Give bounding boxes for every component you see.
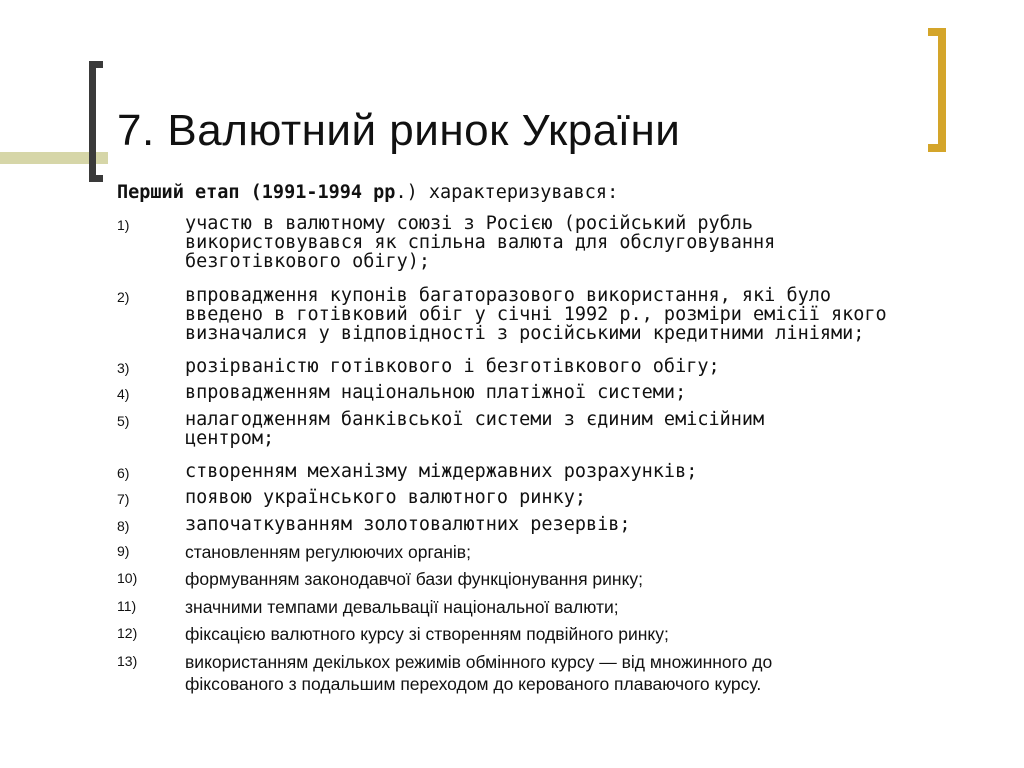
list-item-number: 3) xyxy=(117,360,130,376)
list-item-line: використовувався як спільна валюта для обслуговування xyxy=(185,232,776,253)
list-item-number: 7) xyxy=(117,491,130,507)
list-item-number: 4) xyxy=(117,386,130,402)
list-item-line: налагодженням банківської системи з єдиним емісійним xyxy=(185,409,765,430)
list-item-number: 10) xyxy=(117,570,138,586)
list-item-line: впровадженням національною платіжної системи; xyxy=(185,382,687,403)
list-item-line: центром; xyxy=(185,428,275,449)
list-item-text xyxy=(185,596,619,618)
right-bracket-decoration xyxy=(928,28,946,152)
list-item-line: введено в готівковий обіг у січні 1992 р., розміри емісії якого xyxy=(185,304,887,325)
list-item-number: 11) xyxy=(117,598,137,614)
list-item-line: фіксацією валютного курсу зі створенням подвійного ринку; xyxy=(185,624,669,644)
list-item-text xyxy=(185,286,887,343)
list-item-text xyxy=(185,462,697,481)
list-item-text xyxy=(185,214,775,271)
list-item-text xyxy=(185,488,586,507)
list-item-line: визначалися у відповідності з російськими кредитними лініями; xyxy=(185,323,865,344)
list-item-number: 6) xyxy=(117,465,130,481)
list-item-number: 9) xyxy=(117,543,130,559)
list-item-text xyxy=(185,515,631,534)
list-item-line: створенням механізму міждержавних розрахунків; xyxy=(185,461,698,482)
list-item-line: впровадження купонів багаторазового використання, які було xyxy=(185,285,832,306)
list-item-text xyxy=(185,357,720,376)
list-item-line: започаткуванням золотовалютних резервів; xyxy=(185,514,631,535)
intro-line xyxy=(117,181,618,205)
left-bracket-decoration xyxy=(89,61,103,182)
list-item-number: 2) xyxy=(117,289,130,305)
list-item-text xyxy=(185,651,772,695)
list-item-line: використанням декількох режимів обмінного курсу — від множинного до xyxy=(185,652,773,672)
list-item-text xyxy=(185,410,764,448)
intro-rest: .) характеризувався: xyxy=(395,182,619,203)
list-item-text xyxy=(185,568,643,590)
list-item-line: значними темпами девальвації національної валюти; xyxy=(185,597,619,617)
list-item-line: формуванням законодавчої бази функціонування ринку; xyxy=(185,569,644,589)
list-item-text xyxy=(185,383,686,402)
list-item-number: 1) xyxy=(117,217,130,233)
list-item-line: участю в валютному союзі з Росією (російський рубль xyxy=(185,213,754,234)
list-item-line: становленням регулюючих органів; xyxy=(185,542,471,562)
list-item-text xyxy=(185,623,669,645)
list-item-text xyxy=(185,541,471,563)
intro-bold: Перший етап (1991-1994 рр xyxy=(117,182,396,203)
list-item-number: 8) xyxy=(117,518,130,534)
list-item-number: 12) xyxy=(117,625,138,641)
list-item-number: 5) xyxy=(117,413,130,429)
list-item-line: появою українського валютного ринку; xyxy=(185,487,586,508)
list-item-line: безготівкового обігу); xyxy=(185,251,431,272)
list-item-line: фіксованого з подальшим переходом до керованого плаваючого курсу. xyxy=(185,674,762,694)
list-item-line: розірваністю готівкового і безготівкового обігу; xyxy=(185,356,720,377)
list-item-number: 13) xyxy=(117,653,138,669)
slide-title: 7. Валютний ринок України xyxy=(117,106,681,155)
